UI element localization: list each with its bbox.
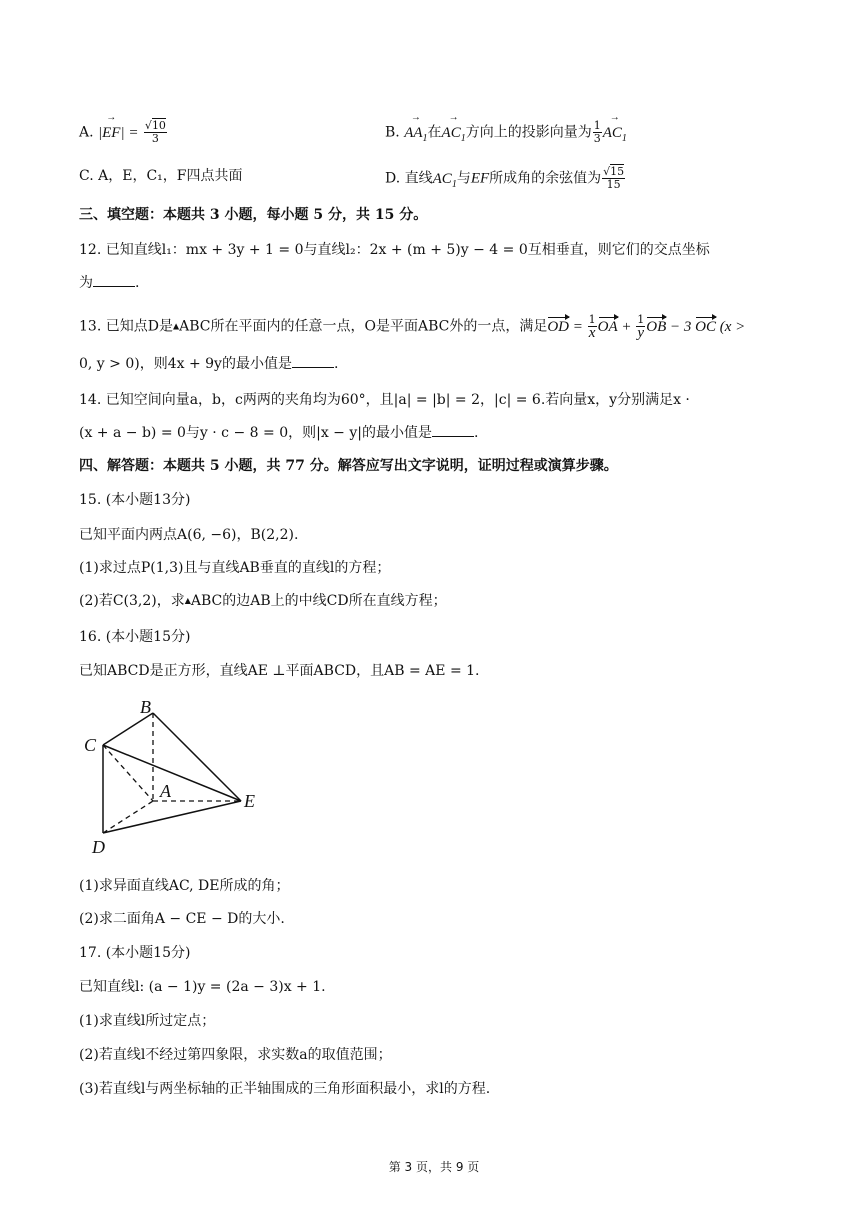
q14-line1: 14. 已知空间向量a，b，c两两的夹角均为60°，且|a| = |b| = 2，|c| = 6.若向量x，y分别满足x · — [79, 392, 690, 408]
option-b: B. → $AA_1$在→ $AC_1$方向上的投影向量为 $\frac{1}{3}$ → $AC_1$ — [385, 120, 627, 149]
q13-line2: 0, y > 0)，则4x + 9y的最小值是 . — [79, 356, 339, 372]
pyramid-figure — [78, 693, 268, 861]
label-b: B — [140, 697, 151, 717]
q17-part1: (1)求直线l所过定点； — [79, 1013, 216, 1029]
label-a: A — [160, 781, 171, 801]
q12-line1: 12. 已知直线l₁：mx + 3y + 1 = 0与直线l₂：2x + (m + 5)y − 4 = 0互相垂直，则它们的交点坐标 — [79, 242, 710, 258]
edge-de — [103, 801, 241, 833]
edge-cb — [103, 713, 153, 745]
q12-line2: 为 . — [79, 275, 140, 291]
q15-stem: 已知平面内两点A(6, −6)，B(2,2). — [79, 527, 299, 543]
label-d: D — [92, 837, 105, 857]
q16-part1: (1)求异面直线AC, DE所成的角； — [79, 878, 290, 894]
answer-blank[interactable] — [432, 424, 474, 437]
q17-part3: (3)若直线l与两坐标轴的正半轴围成的三角形面积最小，求l的方程. — [79, 1081, 491, 1097]
edge-ce — [103, 745, 241, 801]
answer-blank[interactable] — [93, 274, 135, 287]
edge-ca — [103, 745, 153, 801]
q16-title: 16. (本小题15分) — [79, 629, 191, 645]
section-3-heading: 三、填空题：本题共 3 小题，每小题 5 分，共 15 分。 — [79, 207, 428, 223]
q13-line1: 13. 已知点D是▲ABC所在平面内的任意一点，O是平面ABC外的一点，满足OD = $\frac{1}{x}$ OA + $\frac{1}{y}$ OB − 3 OC (x > — [79, 313, 746, 341]
q17-stem: 已知直线l: (a − 1)y = (2a − 3)x + 1. — [79, 979, 326, 995]
q15-title: 15. (本小题13分) — [79, 492, 191, 508]
answer-blank[interactable] — [292, 355, 334, 368]
option-a-fraction: $\frac{√10}{3}$ — [144, 119, 166, 145]
edge-da — [103, 801, 153, 833]
q15-part2: (2)若C(3,2)，求▲ABC的边AB上的中线CD所在直线方程； — [79, 593, 447, 609]
page-footer: 第 3 页，共 9 页 — [388, 1160, 480, 1174]
label-e: E — [244, 791, 255, 811]
q15-part1: (1)求过点P(1,3)且与直线AB垂直的直线l的方程； — [79, 560, 391, 576]
q17-part2: (2)若直线l不经过第四象限，求实数a的取值范围； — [79, 1047, 392, 1063]
option-c-text: A，E，C₁，F四点共面 — [98, 168, 243, 184]
option-a-expr: |→ EF| = — [98, 125, 138, 141]
option-d: D. 直线$AC_1$与EF所成角的余弦值为 $\frac{√15}{15}$ — [385, 165, 625, 191]
option-d-fraction: $\frac{√15}{15}$ — [603, 165, 625, 191]
q14-line2: (x + a − b) = 0与y · c − 8 = 0，则|x − y|的最小值是 . — [79, 425, 479, 441]
q16-stem: 已知ABCD是正方形，直线AE ⊥平面ABCD，且AB = AE = 1. — [79, 663, 480, 679]
label-c: C — [84, 735, 97, 755]
option-c: C. A，E，C₁，F四点共面 — [79, 168, 243, 184]
q17-title: 17. (本小题15分) — [79, 945, 191, 961]
section-4-heading: 四、解答题：本题共 5 小题，共 77 分。解答应写出文字说明，证明过程或演算步骤。 — [79, 458, 618, 474]
q16-part2: (2)求二面角A − CE − D的大小. — [79, 911, 285, 927]
option-a: A. |→ EF| = $\frac{√10}{3}$ — [79, 120, 168, 145]
